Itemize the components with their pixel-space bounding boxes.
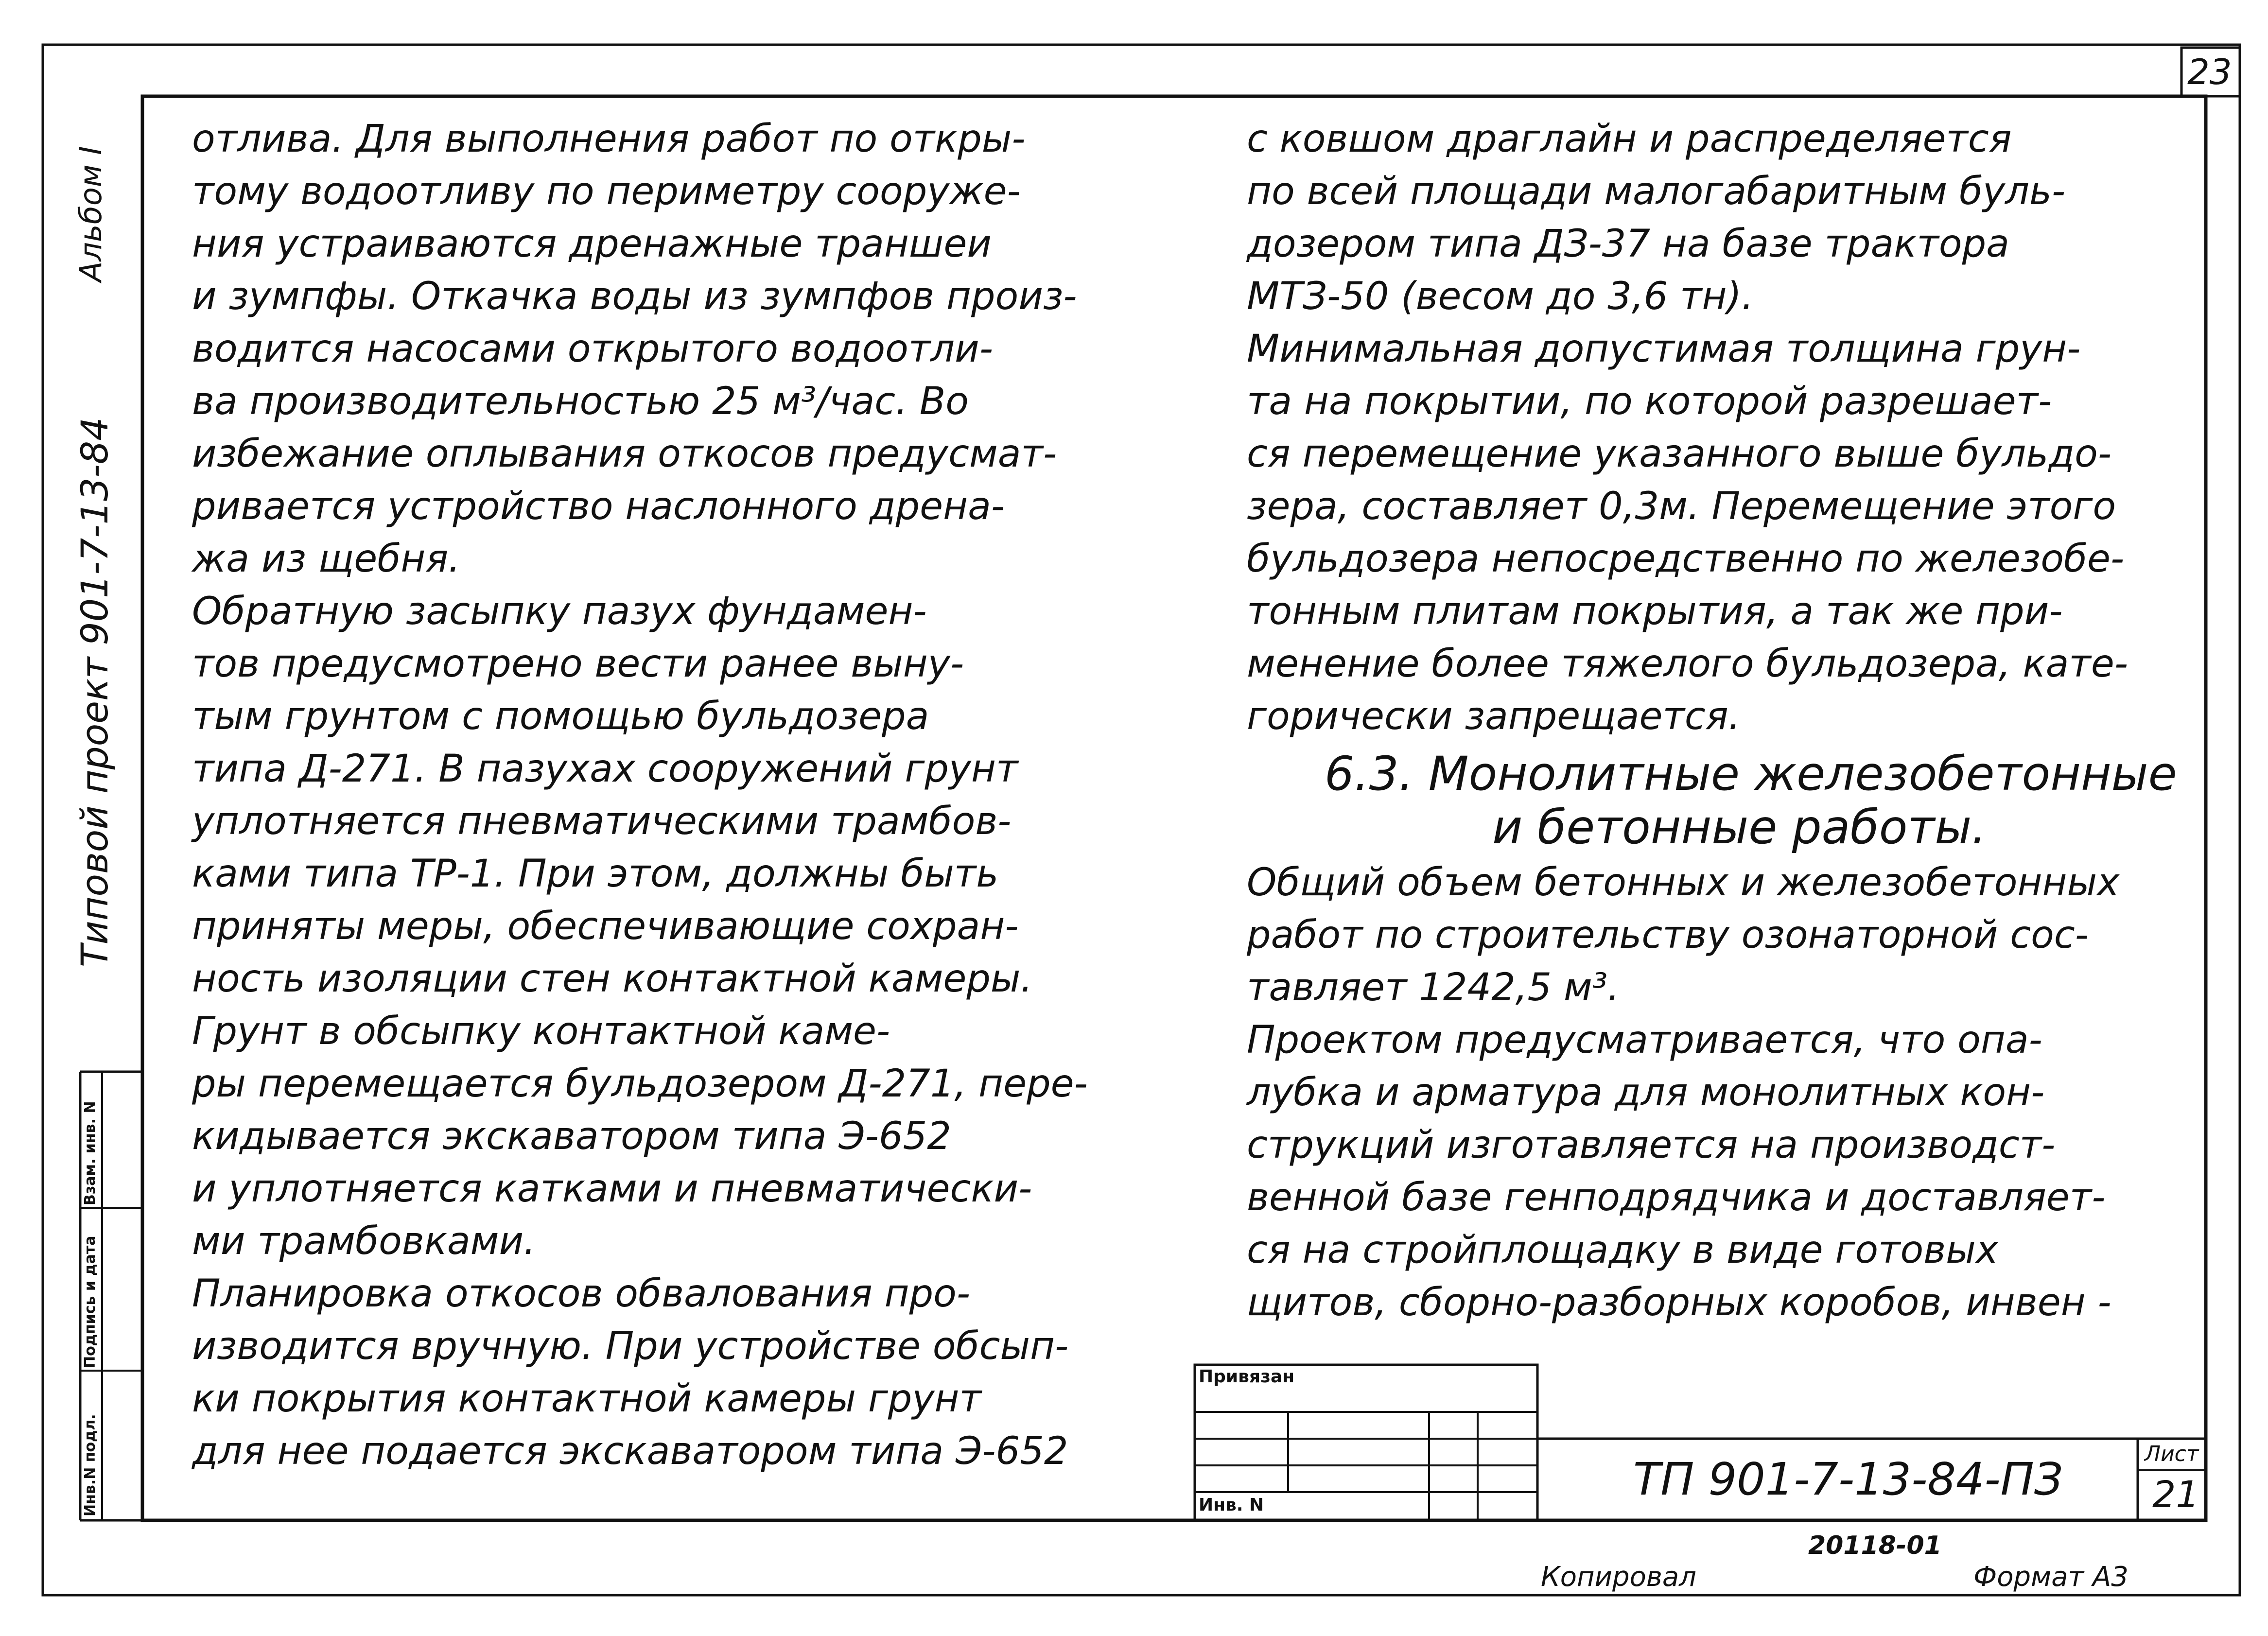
stamp-inv-number: Инв. N [1199,1495,1264,1515]
text-line: и уплотняется катками и пневматически- [192,1167,1032,1211]
text-line: ва производительностью 25 м³/час. Во [192,380,969,423]
text-line: Грунт в обсыпку контактной каме- [192,1009,890,1053]
text-line: тов предусмотрено вести ранее выну- [192,642,964,686]
text-line: по всей площади малогабаритным буль- [1247,170,2066,213]
text-line: Общий объем бетонных и железобетонных [1247,861,2120,905]
text-line: ки покрытия контактной камеры грунт [192,1377,981,1421]
sidebar-signature-date: Подпись и дата [82,1236,99,1368]
text-line: уплотняется пневматическими трамбов- [192,800,1012,843]
right-column-bottom-text [1247,856,2119,1329]
text-line: тавляет 1242,5 м³. [1247,966,1620,1009]
text-line: ми трамбовками. [192,1219,536,1263]
text-line: тому водоотливу по периметру сооруже- [192,170,1021,213]
text-line: ры перемещается бульдозером Д-271, пере- [192,1062,1088,1106]
text-line: тым грунтом с помощью бульдозера [192,695,929,738]
text-line: зера, составляет 0,3м. Перемещение этого [1247,485,2116,528]
text-line: для нее подается экскаватором типа Э-652 [192,1429,1068,1473]
text-line: работ по строительству озонаторной сос- [1247,913,2089,957]
text-line: тонным плитам покрытия, а так же при- [1247,590,2063,633]
text-line: типа Д-271. В пазухах сооружений грунт [192,747,1018,791]
text-line: щитов, сборно-разборных коробов, инвен - [1247,1281,2111,1324]
text-line: струкций изготавляется на производст- [1247,1123,2056,1167]
order-number: 20118-01 [1808,1531,1942,1560]
text-line: Минимальная допустимая толщина грун- [1247,327,2081,371]
text-line: жа из щебня. [192,537,461,581]
copied-label: Копировал [1541,1561,1696,1593]
left-column-text [192,113,1088,1478]
text-line: МТЗ-50 (весом до 3,6 тн). [1247,275,1754,318]
text-line: изводится вручную. При устройстве обсып- [192,1324,1069,1368]
right-column-top-text [1247,113,2128,743]
text-line: избежание оплывания откосов предусмат- [192,432,1057,476]
text-line: ность изоляции стен контактной камеры. [192,957,1033,1001]
sidebar-inv-podl: Инв.N подл. [82,1414,99,1516]
album-label: Альбом I [73,146,108,282]
text-line: ся перемещение указанного выше бульдо- [1247,432,2111,476]
sidebar-vzam-inv: Взам. инв. N [82,1101,99,1205]
text-line: лубка и арматура для монолитных кон- [1247,1071,2045,1114]
format-label: Формат А3 [1973,1561,2128,1593]
sheet-number: 21 [2152,1473,2199,1516]
stamp-privyazan: Привязан [1199,1367,1295,1387]
text-line: бульдозера непосредственно по железобе- [1247,537,2125,581]
text-line: Проектом предусматривается, что опа- [1247,1018,2042,1062]
text-line: ся на стройплощадку в виде готовых [1247,1228,1998,1272]
section-heading-line-2: и бетонные работы. [1492,800,1987,854]
text-line: горически запрещается. [1247,695,1741,738]
text-line: венной базе генподрядчика и доставляет- [1247,1176,2106,1219]
document-code: ТП 901-7-13-84-ПЗ [1633,1453,2063,1505]
text-line: та на покрытии, по которой разрешает- [1247,380,2052,423]
text-line: Планировка откосов обвалования про- [192,1272,970,1316]
section-heading-line-1: 6.3. Монолитные железобетонные [1325,747,2177,801]
text-line: кидывается экскаватором типа Э-652 [192,1114,951,1158]
text-line: ния устраиваются дренажные траншеи [192,222,992,266]
text-line: дозером типа ДЗ-37 на базе трактора [1247,222,2009,266]
text-line: отлива. Для выполнения работ по откры- [192,117,1026,161]
text-line: ривается устройство наслонного дрена- [192,485,1005,528]
project-label: Типовой проект 901-7-13-84 [73,417,116,967]
text-line: менение более тяжелого бульдозера, кате- [1247,642,2128,686]
text-line: и зумпфы. Откачка воды из зумпфов произ- [192,275,1077,318]
page-number: 23 [2187,52,2232,92]
text-line: с ковшом драглайн и распределяется [1247,117,2012,161]
text-line: водится насосами открытого водоотли- [192,327,993,371]
text-line: ками типа ТР-1. При этом, должны быть [192,852,999,896]
text-line: Обратную засыпку пазух фундамен- [192,590,927,633]
sheet-label: Лист [2145,1442,2199,1466]
text-line: приняты меры, обеспечивающие сохран- [192,905,1019,948]
